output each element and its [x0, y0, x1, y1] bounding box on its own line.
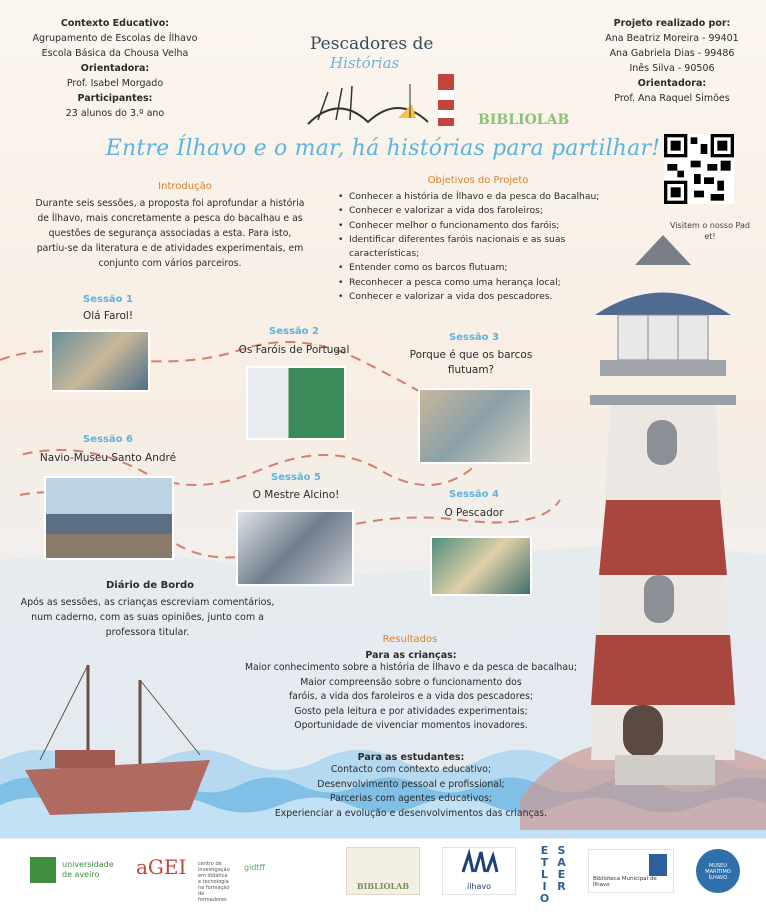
objectives-list — [338, 190, 608, 304]
session-2-name: Os Faróis de Portugal — [238, 344, 350, 356]
results-kids-title: Para as crianças: — [365, 650, 457, 661]
result-item: Maior conhecimento sobre a história de Ílhavo e da pesca de bacalhau; — [244, 662, 578, 673]
results-students-title: Para as estudantes: — [357, 752, 465, 763]
estaleiro-letter: R — [557, 880, 566, 893]
result-item: Desenvolvimento pessoal e profissional; — [317, 778, 505, 790]
diary-title: Diário de Bordo — [105, 580, 195, 591]
session-1-label: Sessão 1 — [83, 294, 133, 305]
results-students — [246, 752, 576, 821]
objective-item: • Reconhecer a pesca como uma herança local; — [338, 276, 608, 290]
session-6-name: Navio-Museu Santo André — [39, 452, 177, 464]
ships-icon — [443, 848, 515, 878]
result-item: Parcerias com agentes educativos; — [329, 793, 493, 804]
ua-logo — [30, 857, 122, 883]
estaleiro-letter: E — [557, 868, 566, 881]
boat-illustration — [20, 660, 220, 830]
supervisor-name: Prof. Ana Raquel Simões — [614, 93, 730, 104]
headline: Entre Ílhavo e o mar, há histórias para partilhar! — [105, 136, 661, 161]
session-4-label: Sessão 4 — [449, 489, 499, 500]
result-item: Contacto com contexto educativo; — [330, 764, 492, 775]
advisor-title: Orientadora: — [80, 63, 150, 74]
session-5-label: Sessão 5 — [271, 472, 321, 483]
estaleiro-logo — [536, 845, 570, 905]
intro-text: Durante seis sessões, a proposta foi aprofundar a história de Ílhavo, mais concretamente a pesca do bacalhau e as questões de segurança associadas a esta. Para isto, partiu-se da literatura e de atividades experimentais, em conjunto com vários parceiros. — [35, 198, 305, 269]
biblioteca-label: Biblioteca Municipal de Ílhavo — [593, 876, 657, 888]
session-4-name: O Pescador — [444, 507, 504, 519]
logo-title-line2: Histórias — [330, 54, 400, 72]
estaleiro-letter: L — [540, 868, 548, 881]
ua-label: universidade de aveiro — [62, 860, 114, 879]
gidtff-logo: gidtff — [244, 863, 266, 872]
session-3-photo — [418, 388, 532, 464]
ua-mark-icon — [30, 857, 56, 883]
session-4-photo — [430, 536, 532, 596]
qr-caption: Visitem o nosso Pad et! — [670, 221, 750, 241]
session-6-photo — [44, 476, 174, 560]
ilhavo-label: ílhavo — [466, 882, 492, 891]
session-5-photo — [236, 510, 354, 586]
diary-text: Após as sessões, as crianças escreviam comentários, num caderno, com as suas opiniões, junto com a professora titular. — [20, 597, 275, 638]
result-item: Maior compreensão sobre o funcionamento dos — [300, 676, 522, 688]
estaleiro-letter: A — [557, 856, 566, 869]
estaleiro-letter: E — [540, 844, 549, 857]
logo-title-line1: Pescadores de — [310, 34, 434, 54]
project-authors — [588, 16, 756, 106]
objective-item: • Conhecer e valorizar a vida dos faroleiros; — [338, 204, 608, 218]
bibliolab-logo-text: BIBLIOLAB — [356, 881, 410, 891]
author: Ana Beatriz Moreira - 99401 — [605, 33, 739, 44]
bibliolab-logo — [346, 847, 420, 895]
book-lighthouse-icon — [298, 74, 483, 130]
results-kids — [226, 650, 596, 734]
qr-code-icon[interactable] — [664, 134, 734, 204]
results-title: Resultados — [382, 634, 438, 645]
cied-logo: centro de investigação em didática e tecnologia na formação de formadores — [198, 861, 230, 903]
participants-value: 23 alunos do 3.º ano — [65, 108, 165, 119]
museu-logo: MUSEU MARÍTIMO ÍLHAVO — [696, 849, 740, 893]
bibliolab-label: BIBLIOLAB — [478, 112, 570, 128]
supervisor-title: Orientadora: — [637, 78, 707, 89]
session-6-label: Sessão 6 — [83, 434, 133, 445]
result-item: Oportunidade de vivenciar momentos inovadores. — [294, 720, 528, 731]
library-mark-icon — [649, 854, 667, 876]
agei-logo: aGEI — [136, 855, 187, 879]
result-item: Gosto pela leitura e por atividades experimentais; — [294, 705, 528, 717]
ilhavo-logo — [442, 847, 516, 895]
estaleiro-letter: O — [539, 892, 550, 905]
estaleiro-letter: T — [540, 856, 549, 869]
context-title: Contexto Educativo: — [60, 18, 170, 29]
project-logo — [298, 30, 483, 130]
objective-item: • Conhecer a história de Ílhavo e da pesca do Bacalhau; — [338, 190, 608, 204]
session-2-photo — [246, 366, 346, 440]
objective-item: • Conhecer e valorizar a vida dos pescadores. — [338, 290, 608, 304]
result-item: faróis, a vida dos faroleiros e a vida dos pescadores; — [288, 691, 534, 702]
estaleiro-letter: S — [557, 844, 566, 857]
session-3-name: Porque é que os barcos flutuam? — [409, 349, 533, 376]
intro-title: Introdução — [158, 181, 212, 192]
participants-title: Participantes: — [77, 93, 153, 104]
project-title: Projeto realizado por: — [613, 18, 731, 29]
session-5-name: O Mestre Alcino! — [252, 489, 340, 501]
session-1-photo — [50, 330, 150, 392]
educational-context — [20, 16, 210, 121]
objective-item: • Entender como os barcos flutuam; — [338, 261, 608, 275]
session-2-label: Sessão 2 — [269, 326, 319, 337]
partner-logos — [0, 838, 766, 912]
estaleiro-letter: I — [542, 880, 547, 893]
school-name: Escola Básica da Chousa Velha — [41, 48, 189, 59]
advisor-name: Prof. Isabel Morgado — [66, 78, 164, 89]
result-item: Experienciar a evolução e desenvolvimentos das crianças. — [274, 807, 548, 819]
biblioteca-logo — [588, 849, 674, 893]
objectives-title: Objetivos do Projeto — [427, 175, 529, 186]
session-3-label: Sessão 3 — [449, 332, 499, 343]
objective-item: • Identificar diferentes faróis nacionais e as suas características; — [338, 233, 608, 262]
author: Ana Gabriela Dias - 99486 — [609, 48, 735, 59]
author: Inês Silva - 90506 — [629, 63, 715, 74]
session-1-name: Olá Farol! — [82, 310, 134, 322]
school-group: Agrupamento de Escolas de Ílhavo — [32, 33, 198, 44]
objective-item: • Conhecer melhor o funcionamento dos faróis; — [338, 219, 608, 233]
